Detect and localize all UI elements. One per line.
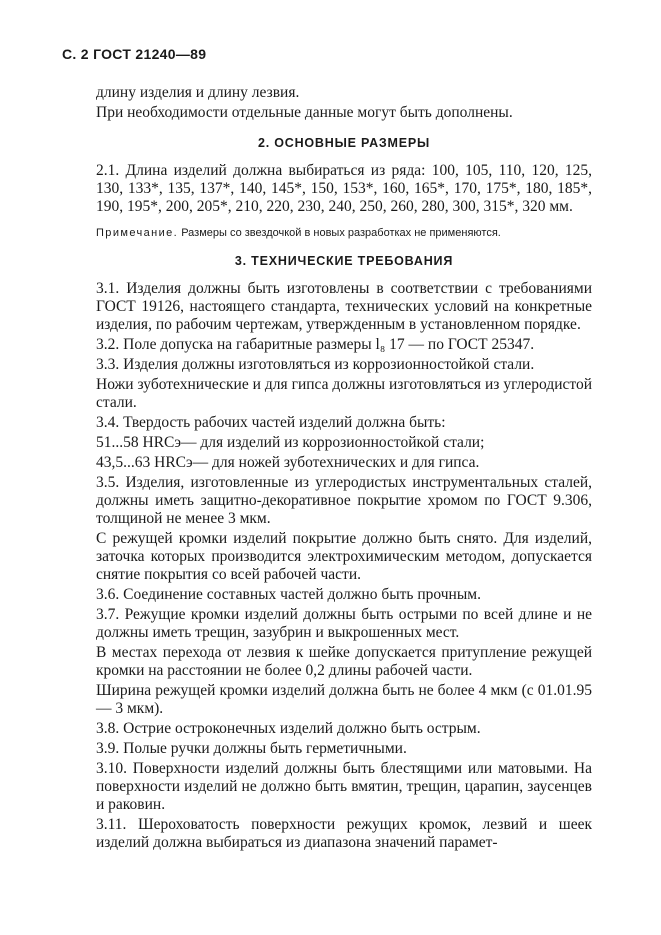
paragraph-3-10: 3.10. Поверхности изделий должны быть блестящими или матовыми. На поверхности изделий не должно быть вмятин, трещин, царапин, заусенцев и раковин. [96,760,592,813]
paragraph-3-5: 3.5. Изделия, изготовленные из углеродистых инструментальных сталей, должны иметь защитно-декоративное покрытие хромом по ГОСТ 9.306, толщиной не менее 3 мкм. [96,474,592,527]
hardness-line-2: 43,5...63 HRCэ— для ножей зуботехнических и для гипса. [96,454,480,471]
paragraph-3-8: 3.8. Острие остроконечных изделий должно быть острым. [96,720,481,737]
note [96,226,592,240]
paragraph-3-5b: С режущей кромки изделий покрытие должно быть снято. Для изделий, заточка которых производится электрохимическим методом, допускается снятие покрытия со всей рабочей части. [96,530,592,583]
page-header: С. 2 ГОСТ 21240—89 [62,46,207,62]
paragraph-3-2: 3.2. Поле допуска на габаритные размеры l₈ 17 — по ГОСТ 25347. [96,336,535,353]
note-label: Примечание. [96,227,179,239]
paragraph-3-7: 3.7. Режущие кромки изделий должны быть острыми по всей длине и не должны иметь трещин, зазубрин и выкрошенных мест. [96,606,592,641]
paragraph-3-7b: В местах перехода от лезвия к шейке допускается притупление режущей кромки на расстоянии не более 0,2 длины рабочей части. [96,644,592,679]
document-body [96,84,592,854]
paragraph-3-1: 3.1. Изделия должны быть изготовлены в соответствии с требованиями ГОСТ 19126, настоящего стандарта, технических условий на конкретные изделия, по рабочим чертежам, утвержденным в установленном порядке. [96,280,592,333]
section-3-title: 3. ТЕХНИЧЕСКИЕ ТРЕБОВАНИЯ [234,254,454,268]
intro-line-1: длину изделия и длину лезвия. [96,84,300,101]
paragraph-3-3: 3.3. Изделия должны изготовляться из коррозионностойкой стали. [96,356,535,373]
paragraph-2-1: 2.1. Длина изделий должна выбираться из ряда: 100, 105, 110, 120, 125, 130, 133*, 135, 137*, 140, 145*, 150, 153*, 160, 165*, 170, 175*, 180, 185*, 190, 195*, 200, 205*, 210, 220, 230, 240, 250, 260, 280, 300, 315*, 320 мм. [96,162,592,215]
note-text: Размеры со звездочкой в новых разработках не применяются. [178,227,501,239]
intro-line-2: При необходимости отдельные данные могут быть дополнены. [96,104,513,121]
paragraph-3-7c: Ширина режущей кромки изделий должна быть не более 4 мкм (с 01.01.95 — 3 мкм). [96,682,592,717]
paragraph-3-6: 3.6. Соединение составных частей должно быть прочным. [96,586,481,603]
paragraph-3-11: 3.11. Шероховатость поверхности режущих кромок, лезвий и шеек изделий должна выбираться из диапазона значений парамет- [96,816,592,851]
section-2-title: 2. ОСНОВНЫЕ РАЗМЕРЫ [257,136,431,150]
paragraph-3-4: 3.4. Твердость рабочих частей изделий должна быть: [96,414,446,431]
paragraph-3-3b: Ножи зуботехнические и для гипса должны изготовляться из углеродистой стали. [96,376,592,411]
hardness-line-1: 51...58 HRCэ— для изделий из коррозионностойкой стали; [96,434,485,451]
paragraph-3-9: 3.9. Полые ручки должны быть герметичными. [96,740,407,757]
